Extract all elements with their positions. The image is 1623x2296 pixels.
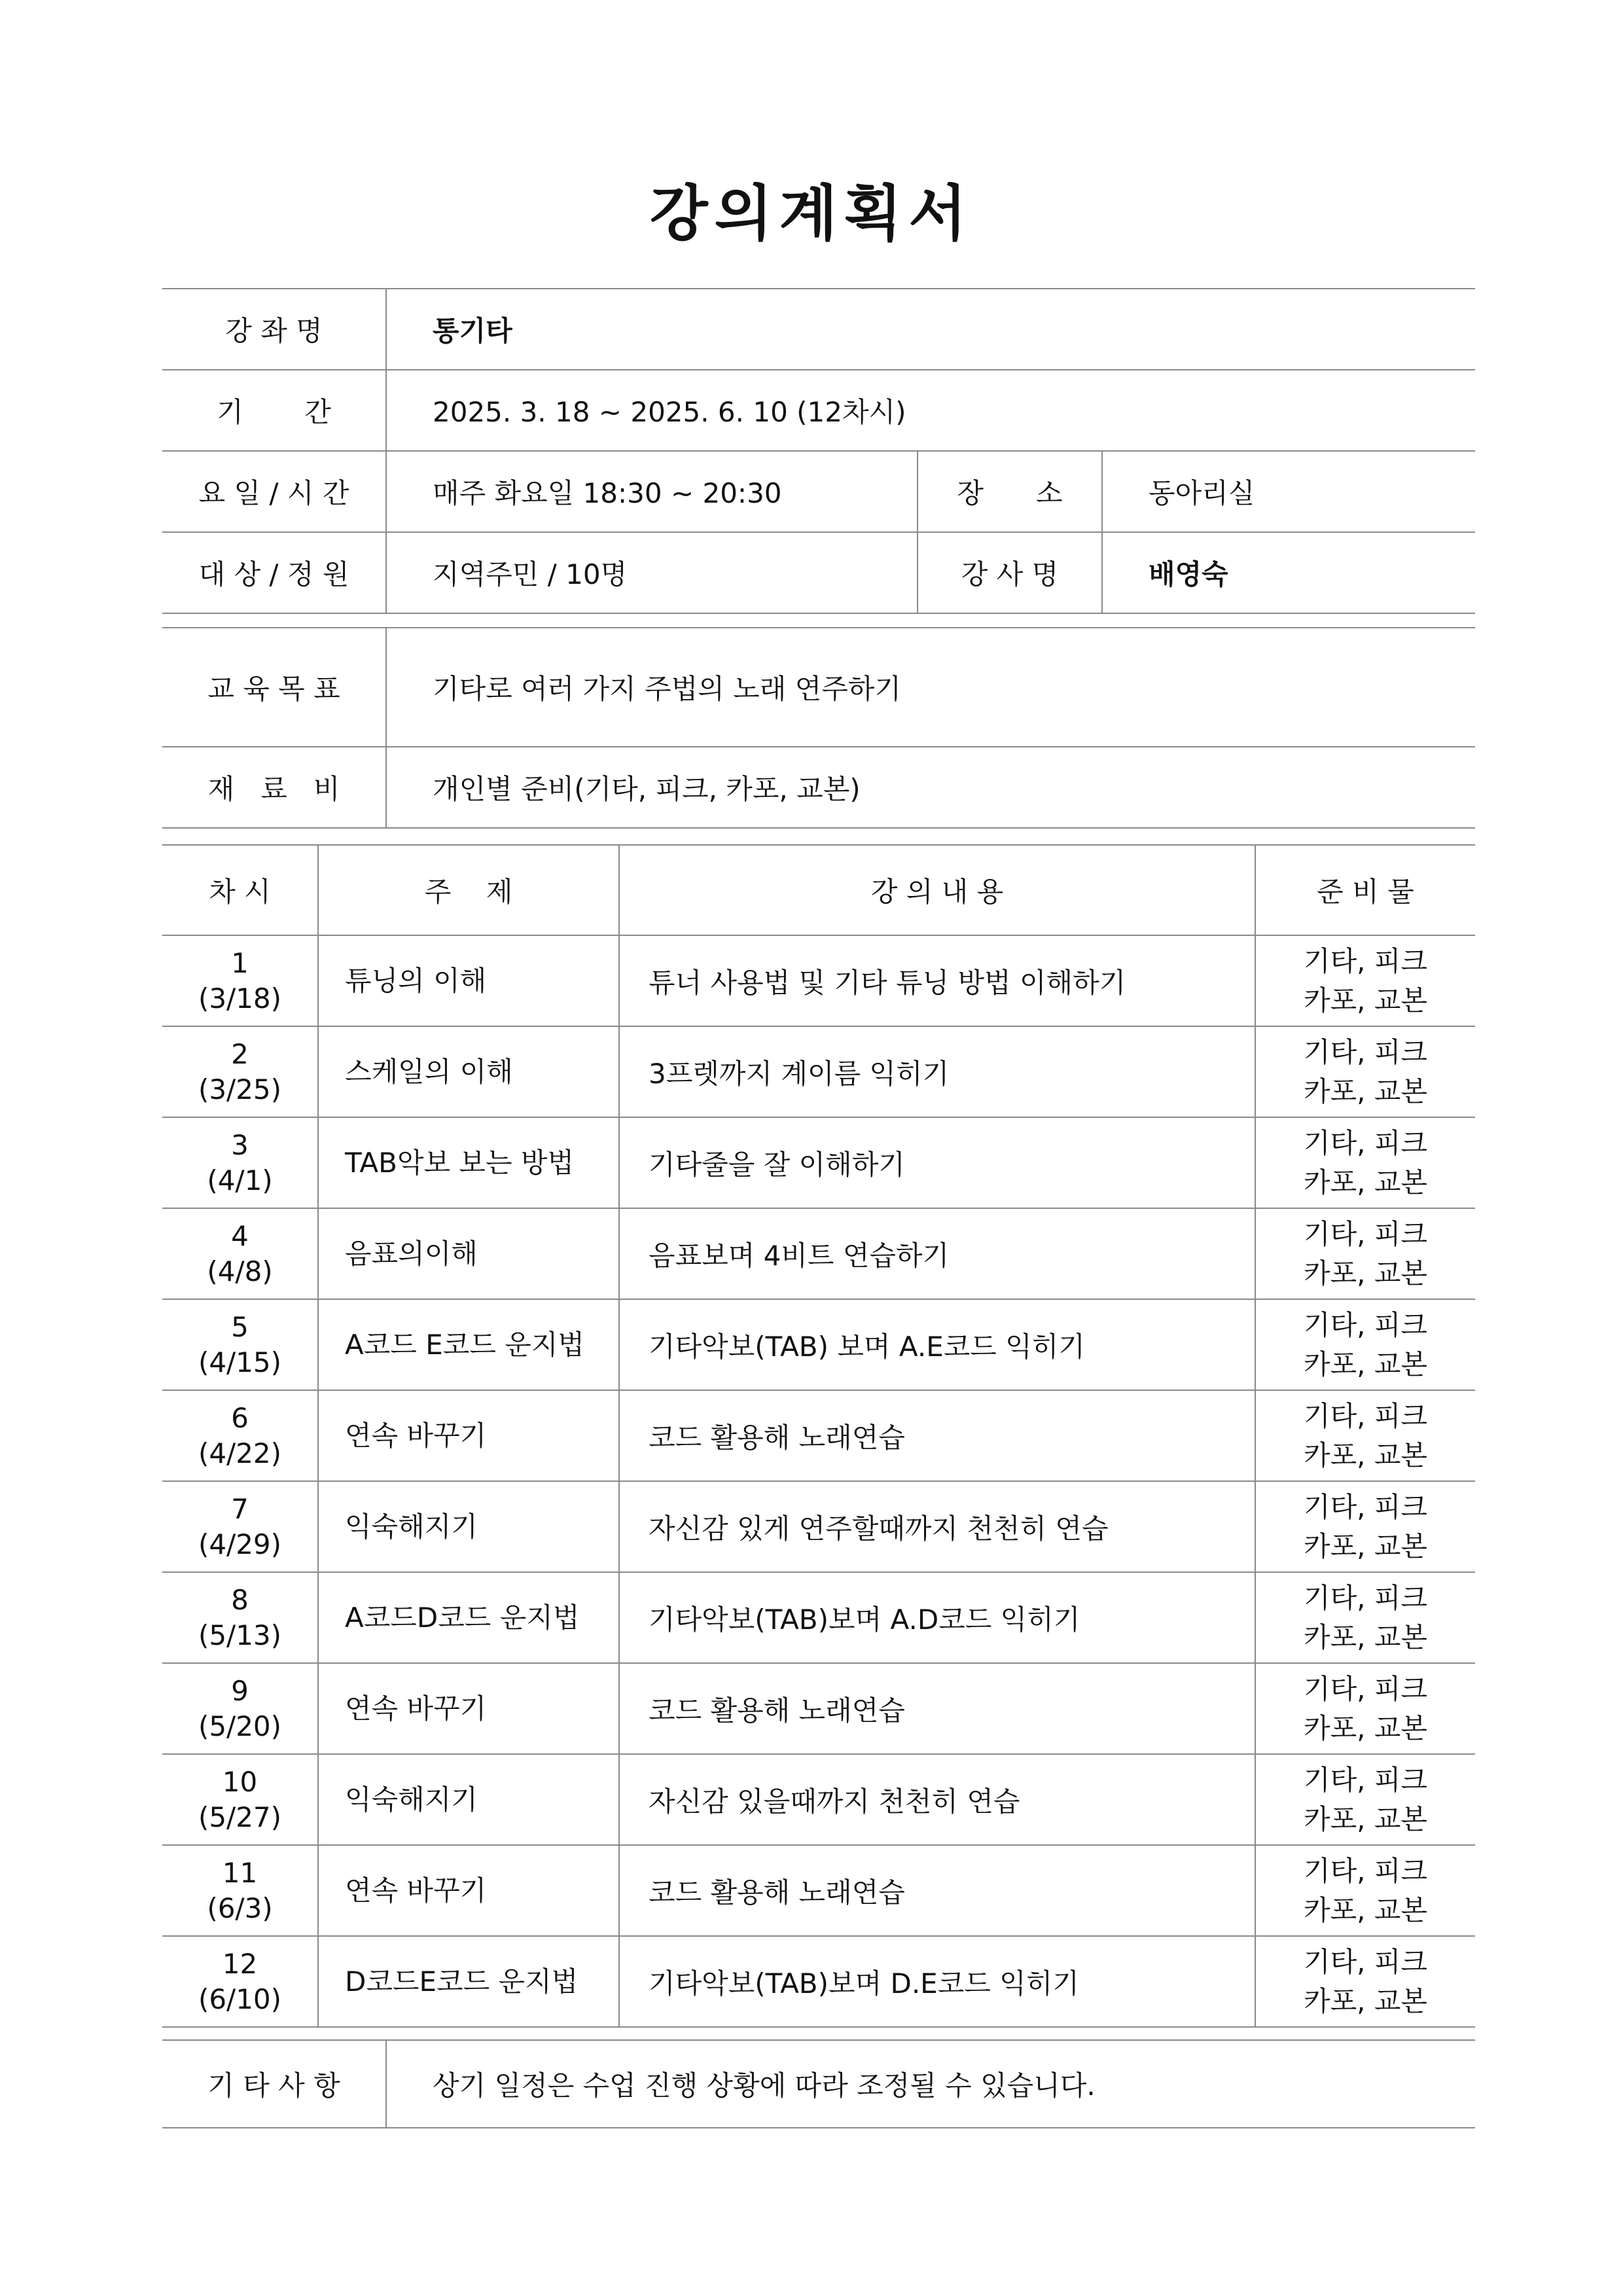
session-number: 11: [222, 1856, 258, 1889]
materials-line-1: 기타, 피크: [1304, 1945, 1427, 1978]
materials-line-1: 기타, 피크: [1304, 944, 1427, 977]
materials-line-2: 카포, 교본: [1304, 1712, 1427, 1744]
session-cell: [162, 1481, 318, 1572]
content-cell: 자신감 있을때까지 천천히 연습: [619, 1754, 1255, 1845]
materials-line-2: 카포, 교본: [1304, 1075, 1427, 1107]
schedule-row: [162, 1208, 1475, 1299]
topic-cell: 튜닝의 이해: [318, 935, 619, 1026]
session-date: (6/3): [207, 1892, 273, 1924]
session-number: 1: [231, 946, 249, 979]
materials-line-2: 카포, 교본: [1304, 1257, 1427, 1289]
place-value: 동아리실: [1102, 451, 1475, 532]
materials-line-1: 기타, 피크: [1304, 1854, 1427, 1887]
course-name-value: 통기타: [386, 289, 1475, 370]
course-row: [162, 289, 1475, 370]
course-info-table: [162, 288, 1475, 614]
schedule-row: [162, 1754, 1475, 1845]
session-date: (6/10): [198, 1982, 282, 2015]
session-cell: [162, 1663, 318, 1754]
materials-line-1: 기타, 피크: [1304, 1308, 1427, 1341]
target-row: [162, 532, 1475, 613]
session-number: 7: [231, 1492, 249, 1525]
content-cell: 기타악보(TAB)보며 D.E코드 익히기: [619, 1936, 1255, 2027]
schedule-row: [162, 1117, 1475, 1208]
goal-value: 기타로 여러 가지 주법의 노래 연주하기: [386, 628, 1475, 747]
session-number: 3: [231, 1128, 249, 1161]
session-number: 12: [222, 1947, 258, 1980]
content-cell: 음표보며 4비트 연습하기: [619, 1208, 1255, 1299]
content-cell: 3프렛까지 계이름 익히기: [619, 1026, 1255, 1117]
schedule-table: [162, 844, 1475, 2028]
session-cell: [162, 1936, 318, 2027]
period-value: 2025. 3. 18 ~ 2025. 6. 10 (12차시): [386, 370, 1475, 451]
materials-line-1: 기타, 피크: [1304, 1672, 1427, 1705]
materials-line-2: 카포, 교본: [1304, 1984, 1427, 2017]
topic-cell: A코드D코드 운지법: [318, 1572, 619, 1663]
content-cell: 코드 활용해 노래연습: [619, 1845, 1255, 1936]
materials-line-1: 기타, 피크: [1304, 1399, 1427, 1432]
session-cell: [162, 1390, 318, 1481]
goal-row: [162, 628, 1475, 747]
day-time-label: 요 일 / 시 간: [162, 451, 386, 532]
schedule-row: [162, 1299, 1475, 1390]
topic-cell: TAB악보 보는 방법: [318, 1117, 619, 1208]
period-label: 기 간: [162, 370, 386, 451]
session-date: (4/22): [198, 1437, 282, 1469]
session-number: 2: [231, 1037, 249, 1070]
content-cell: 코드 활용해 노래연습: [619, 1663, 1255, 1754]
note-label: 기 타 사 항: [162, 2040, 386, 2128]
topic-cell: 연속 바꾸기: [318, 1390, 619, 1481]
page-title: 강의계획서: [649, 179, 974, 249]
materials-cell: [1255, 935, 1475, 1026]
content-cell: 자신감 있게 연주할때까지 천천히 연습: [619, 1481, 1255, 1572]
materials-cell: [1255, 1390, 1475, 1481]
content-cell: 튜너 사용법 및 기타 튜닝 방법 이해하기: [619, 935, 1255, 1026]
session-cell: [162, 1208, 318, 1299]
session-date: (4/15): [198, 1346, 282, 1378]
course-name-label: 강 좌 명: [162, 289, 386, 370]
materials-line-1: 기타, 피크: [1304, 1763, 1427, 1796]
topic-cell: 음표의이해: [318, 1208, 619, 1299]
session-date: (3/18): [198, 982, 282, 1014]
session-date: (4/1): [207, 1164, 273, 1196]
materials-line-2: 카포, 교본: [1304, 1439, 1427, 1471]
schedule-row: [162, 935, 1475, 1026]
materials-cell: [1255, 1117, 1475, 1208]
materials-line-1: 기타, 피크: [1304, 1035, 1427, 1068]
content-cell: 기타악보(TAB)보며 A.D코드 익히기: [619, 1572, 1255, 1663]
materials-cell: [1255, 1572, 1475, 1663]
goal-table: [162, 627, 1475, 829]
session-date: (5/20): [198, 1710, 282, 1742]
session-cell: [162, 1754, 318, 1845]
session-number: 10: [222, 1765, 258, 1798]
materials-line-2: 카포, 교본: [1304, 1621, 1427, 1653]
header-content: 강 의 내 용: [619, 845, 1255, 935]
session-number: 9: [231, 1674, 249, 1707]
session-date: (4/29): [198, 1528, 282, 1560]
period-row: [162, 370, 1475, 451]
target-value: 지역주민 / 10명: [386, 532, 918, 613]
session-date: (4/8): [207, 1255, 273, 1287]
materials-cell: [1255, 1208, 1475, 1299]
schedule-row: [162, 1663, 1475, 1754]
materials-cell: [1255, 1481, 1475, 1572]
materials-line-1: 기타, 피크: [1304, 1581, 1427, 1614]
day-time-row: [162, 451, 1475, 532]
schedule-row: [162, 1481, 1475, 1572]
material-value: 개인별 준비(기타, 피크, 카포, 교본): [386, 747, 1475, 828]
session-date: (5/27): [198, 1801, 282, 1833]
session-cell: [162, 1026, 318, 1117]
materials-cell: [1255, 1936, 1475, 2027]
header-session: 차 시: [162, 845, 318, 935]
materials-cell: [1255, 1663, 1475, 1754]
target-label: 대 상 / 정 원: [162, 532, 386, 613]
session-date: (5/13): [198, 1619, 282, 1651]
session-cell: [162, 935, 318, 1026]
schedule-header-row: [162, 845, 1475, 935]
instructor-value: 배영숙: [1102, 532, 1475, 613]
materials-cell: [1255, 1754, 1475, 1845]
schedule-row: [162, 1936, 1475, 2027]
content-cell: 기타줄을 잘 이해하기: [619, 1117, 1255, 1208]
schedule-row: [162, 1026, 1475, 1117]
topic-cell: 익숙해지기: [318, 1754, 619, 1845]
header-materials: 준 비 물: [1255, 845, 1475, 935]
session-number: 5: [231, 1310, 249, 1343]
topic-cell: 연속 바꾸기: [318, 1845, 619, 1936]
session-cell: [162, 1299, 318, 1390]
materials-cell: [1255, 1299, 1475, 1390]
topic-cell: 연속 바꾸기: [318, 1663, 619, 1754]
materials-cell: [1255, 1845, 1475, 1936]
session-date: (3/25): [198, 1073, 282, 1105]
materials-line-2: 카포, 교본: [1304, 1803, 1427, 1835]
session-number: 8: [231, 1583, 249, 1616]
note-row: [162, 2040, 1475, 2128]
goal-label: 교 육 목 표: [162, 628, 386, 747]
schedule-row: [162, 1845, 1475, 1936]
session-number: 4: [231, 1219, 249, 1252]
materials-line-2: 카포, 교본: [1304, 1348, 1427, 1380]
material-label: 재 료 비: [162, 747, 386, 828]
materials-line-2: 카포, 교본: [1304, 1166, 1427, 1198]
topic-cell: D코드E코드 운지법: [318, 1936, 619, 2027]
schedule-row: [162, 1572, 1475, 1663]
content-cell: 코드 활용해 노래연습: [619, 1390, 1255, 1481]
instructor-label: 강 사 명: [918, 532, 1102, 613]
session-cell: [162, 1845, 318, 1936]
materials-line-1: 기타, 피크: [1304, 1490, 1427, 1523]
session-number: 6: [231, 1401, 249, 1434]
topic-cell: A코드 E코드 운지법: [318, 1299, 619, 1390]
material-row: [162, 747, 1475, 828]
place-label: 장 소: [918, 451, 1102, 532]
materials-line-2: 카포, 교본: [1304, 984, 1427, 1016]
note-value: 상기 일정은 수업 진행 상황에 따라 조정될 수 있습니다.: [386, 2040, 1475, 2128]
materials-line-1: 기타, 피크: [1304, 1126, 1427, 1159]
materials-line-2: 카포, 교본: [1304, 1893, 1427, 1926]
topic-cell: 익숙해지기: [318, 1481, 619, 1572]
content-cell: 기타악보(TAB) 보며 A.E코드 익히기: [619, 1299, 1255, 1390]
session-cell: [162, 1572, 318, 1663]
day-time-value: 매주 화요일 18:30 ~ 20:30: [386, 451, 918, 532]
schedule-row: [162, 1390, 1475, 1481]
topic-cell: 스케일의 이해: [318, 1026, 619, 1117]
session-cell: [162, 1117, 318, 1208]
materials-line-2: 카포, 교본: [1304, 1530, 1427, 1562]
materials-line-1: 기타, 피크: [1304, 1217, 1427, 1250]
note-table: [162, 2039, 1475, 2128]
header-topic: 주 제: [318, 845, 619, 935]
materials-cell: [1255, 1026, 1475, 1117]
